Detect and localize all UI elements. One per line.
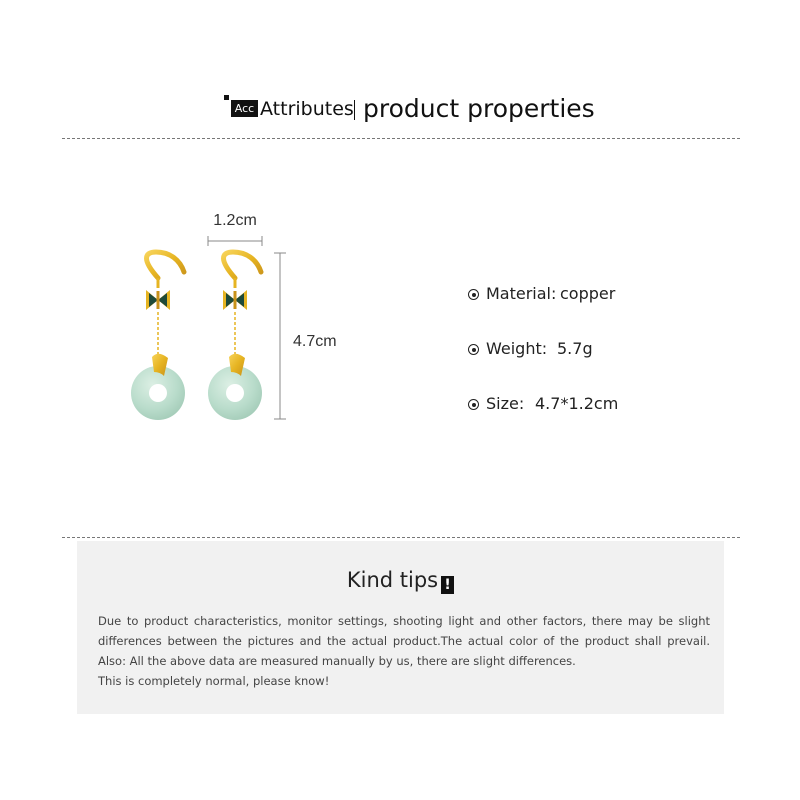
earrings-illustration [120,200,380,440]
spec-label: Weight: [486,339,548,358]
tips-footer: This is completely normal, please know! [98,674,330,688]
top-dashed-divider [62,138,740,139]
header-dot [224,95,229,100]
bottom-dashed-divider [62,537,740,538]
earring-right [208,252,262,420]
header-divider [354,100,355,120]
spec-label: Material: [486,284,557,303]
exclamation-icon: ! [441,576,454,594]
earring-left [131,252,185,420]
spec-label: Size: [486,394,525,413]
target-bullet-icon [468,289,479,300]
height-label: 4.7cm [293,333,337,350]
product-diagram [120,200,380,440]
section-header [0,92,800,132]
page-title: product properties [363,94,595,123]
kind-tips-panel [77,541,724,714]
header-section-label: Attributes [260,98,354,120]
tips-text [98,611,710,691]
target-bullet-icon [468,399,479,410]
spec-value: 4.7*1.2cm [535,394,619,413]
target-bullet-icon [468,344,479,355]
width-dimension [208,236,262,246]
spec-value: copper [560,284,616,303]
header-badge: Acc [231,100,258,117]
width-label: 1.2cm [213,212,257,229]
tips-body: Due to product characteristics, monitor settings, shooting light and other factors, there may be slight differences between the pictures and the actual product.The actual color of the product shall prevail. Also: All the above data are measured manually by us, there are slight differences. [98,614,710,668]
tips-heading [77,567,724,594]
tips-title: Kind tips [346,568,439,592]
height-dimension [274,253,286,419]
spec-value: 5.7g [557,339,593,358]
